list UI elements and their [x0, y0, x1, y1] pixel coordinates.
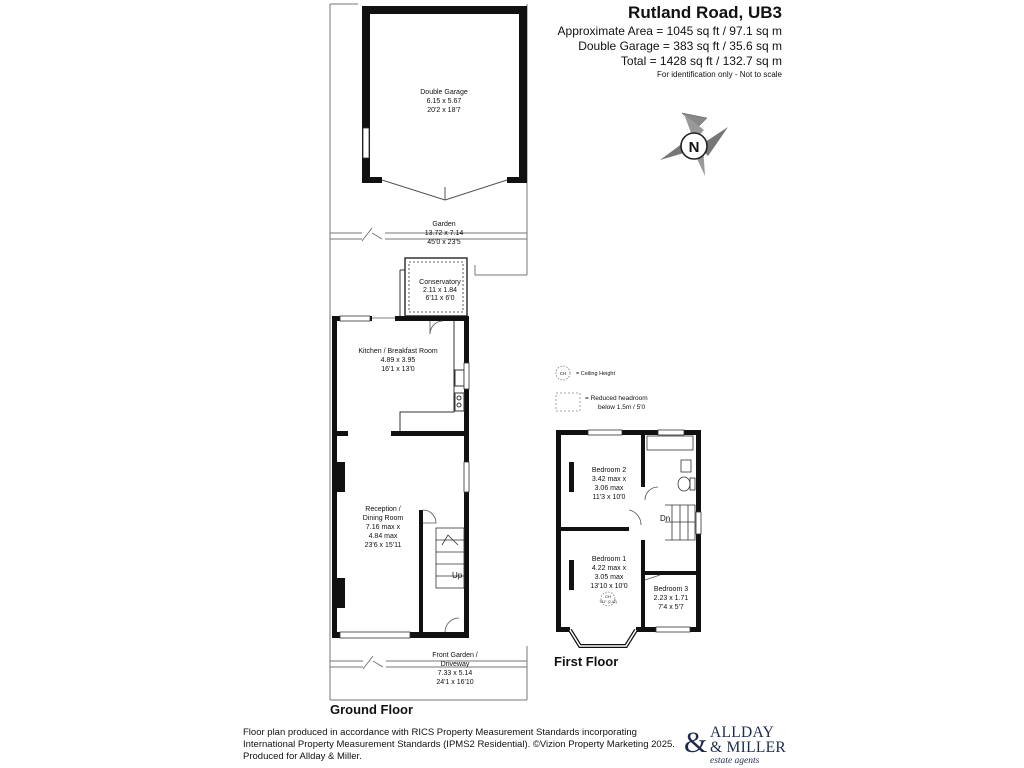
first-floor-bay	[570, 630, 636, 646]
bedroom3-imperial: 7'4 x 5'7	[658, 604, 684, 611]
reception-metric-1: 7.16 max x	[365, 524, 401, 531]
house-walls	[332, 316, 469, 638]
legend-reduced-1: = Reduced headroom	[585, 395, 648, 402]
compass-letter: N	[688, 139, 700, 156]
conservatory-name: Conservatory	[419, 279, 461, 286]
ground-stairs-label: Up	[452, 571, 463, 580]
agency-logo	[684, 725, 794, 767]
bedroom2-metric-2: 3.06 max	[594, 485, 624, 492]
bedroom2-metric-1: 3.42 max x	[591, 476, 627, 483]
bedroom1-metric-2: 3.05 max	[594, 574, 624, 581]
logo-ampersand-icon: &	[684, 726, 708, 759]
bedroom1-metric-1: 4.22 max x	[591, 565, 627, 572]
area-line-garage: Double Garage = 383 sq ft / 35.6 sq m	[578, 39, 782, 53]
area-line-total: Total = 1428 sq ft / 132.7 sq m	[620, 54, 782, 68]
footer-disclaimer	[243, 727, 683, 763]
garage-window	[363, 128, 369, 158]
kitchen-name: Kitchen / Breakfast Room	[358, 348, 438, 355]
reception-name-1: Reception /	[365, 506, 401, 513]
footer-line-1: Floor plan produced in accordance with RICS Property Measurement Standards incorporating	[243, 727, 637, 738]
ceiling-marker-symbol: CH	[605, 594, 611, 599]
footer-line-2: International Property Measurement Standards (IPMS2 Residential). ©Vizion Property Marketing 2025.	[243, 739, 675, 750]
bedroom1-name: Bedroom 1	[591, 556, 627, 563]
bedroom3-name: Bedroom 3	[653, 586, 689, 593]
legend-reduced-2: below 1.5m / 5'0	[598, 404, 646, 411]
kitchen-imperial: 16'1 x 13'0	[381, 366, 415, 373]
front-garden-name-1: Front Garden /	[432, 652, 478, 659]
logo-wordmark	[710, 725, 786, 755]
reception-name-2: Dining Room	[362, 515, 404, 522]
house-windows	[340, 316, 469, 638]
conservatory-metric: 2.11 x 1.84	[422, 287, 458, 294]
garden-name: Garden	[432, 221, 456, 228]
garage-imperial: 20'2 x 18'7	[427, 107, 461, 114]
property-title: Rutland Road, UB3	[628, 3, 782, 22]
front-garden-metric: 7.33 x 5.14	[437, 670, 473, 677]
compass-rose-icon	[660, 113, 728, 176]
garage-door-swing	[382, 180, 507, 200]
garage-metric: 6.15 x 5.67	[426, 98, 462, 105]
legend-reduced-headroom-swatch	[556, 393, 580, 411]
reception-metric-2: 4.84 max	[368, 533, 398, 540]
bathroom-fixtures	[647, 436, 695, 491]
conservatory-imperial: 6'11 x 6'0	[425, 295, 455, 302]
bedroom1-imperial: 13'10 x 10'0	[590, 583, 628, 590]
footer-line-3: Produced for Allday & Miller.	[243, 751, 362, 762]
bedroom2-imperial: 11'3 x 10'0	[592, 494, 626, 501]
logo-line-1: ALLDAY	[710, 724, 775, 741]
garden-imperial: 45'0 x 23'5	[427, 239, 461, 246]
front-garden-imperial: 24'1 x 16'10	[436, 679, 474, 686]
first-floor-label: First Floor	[554, 654, 619, 669]
legend-ch-label: = Ceiling Height	[576, 371, 615, 377]
logo-tagline: estate agents	[710, 756, 760, 766]
scale-note: For identification only - Not to scale	[657, 70, 782, 79]
area-line-approx: Approximate Area = 1045 sq ft / 97.1 sq m	[557, 24, 782, 38]
kitchen-metric: 4.89 x 3.95	[380, 357, 416, 364]
ground-floor-label: Ground Floor	[330, 702, 414, 717]
reception-imperial: 23'6 x 15'11	[364, 542, 402, 549]
ceiling-marker-value: 7'11" (2.42)	[599, 600, 617, 604]
kitchen-worktop	[400, 321, 464, 431]
bedroom2-name: Bedroom 2	[591, 467, 627, 474]
logo-line-2: & MILLER	[710, 739, 787, 756]
legend-ch-symbol: CH	[559, 371, 567, 376]
first-floor-stairs-label: Dn	[660, 514, 671, 523]
garden-metric: 13.72 x 7.14	[424, 230, 464, 237]
garage-name: Double Garage	[420, 89, 468, 96]
front-garden-name-2: Driveway	[440, 661, 470, 668]
bedroom3-metric: 2.23 x 1.71	[653, 595, 689, 602]
